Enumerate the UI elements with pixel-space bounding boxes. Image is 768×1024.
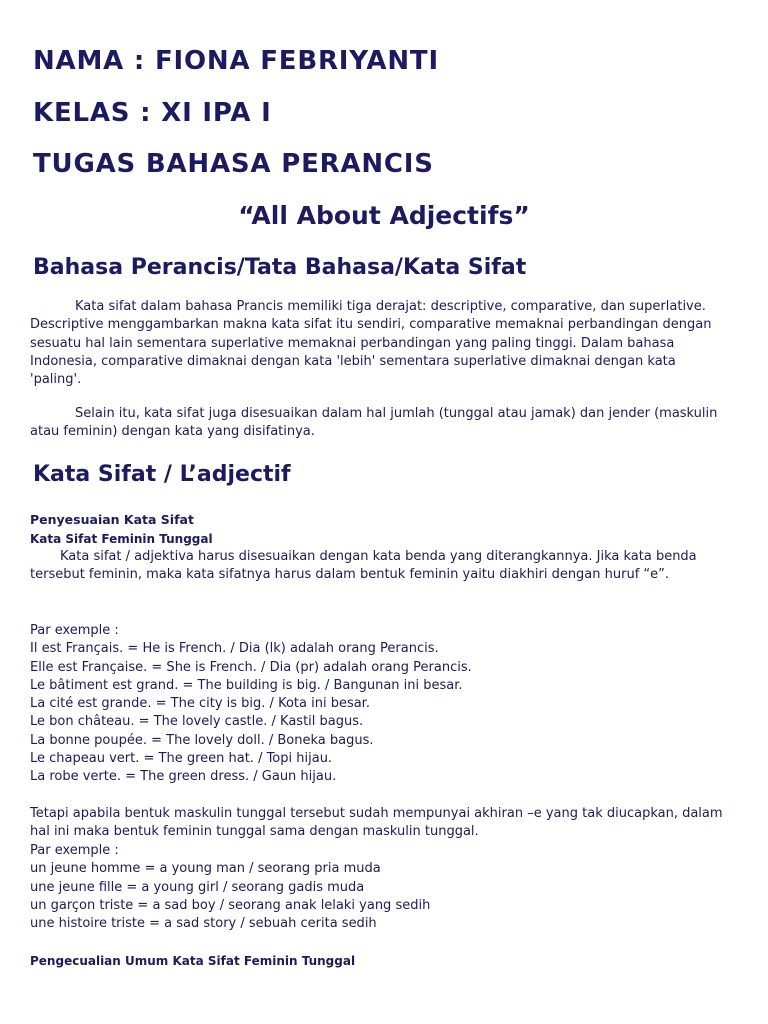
- examples-list: [30, 622, 472, 787]
- list-item: un garçon triste = a sad boy / seorang anak lelaki yang sedih: [30, 897, 431, 913]
- student-class: KELAS : XI IPA I: [33, 98, 272, 128]
- list-item: Il est Français. = He is French. / Dia (lk) adalah orang Perancis.: [30, 641, 439, 657]
- section-heading-grammar: Bahasa Perancis/Tata Bahasa/Kata Sifat: [33, 255, 527, 280]
- gender-paragraph: [30, 405, 730, 442]
- paragraph-degrees: Kata sifat dalam bahasa Prancis memiliki tiga derajat: descriptive, comparative, dan superlative. Descriptive menggambarkan makna kata sifat itu sendiri, comparative memaknai perbandingan dengan sesuatu hal lain sementara superlative memaknai perbandingan yang paling tinggi. Dalam bahasa Indonesia, comparative dimaknai dengan kata 'lebih' sementara superlative dimaknai dengan kata 'paling'.: [30, 299, 712, 388]
- silent-e-note: [30, 805, 730, 842]
- examples-list-2: [30, 842, 430, 933]
- list-item: La robe verte. = The green dress. / Gaun hijau.: [30, 769, 337, 785]
- list-item: une jeune fille = a young girl / seorang gadis muda: [30, 879, 365, 895]
- assignment-title: TUGAS BAHASA PERANCIS: [33, 149, 434, 179]
- subheading-feminine-singular: Kata Sifat Feminin Tunggal: [30, 532, 213, 546]
- paragraph-feminine-rule: Kata sifat / adjektiva harus disesuaikan dengan kata benda yang diterangkannya. Jika kata benda tersebut feminin, maka kata sifatnya harus dalam bentuk feminin yaitu diakhiri dengan huruf “e”.: [30, 549, 697, 583]
- list-item: Le bâtiment est grand. = The building is big. / Bangunan ini besar.: [30, 677, 463, 693]
- feminine-intro: [30, 548, 730, 585]
- document-title: “All About Adjectifs”: [238, 201, 530, 230]
- examples-label: Par exemple :: [30, 843, 119, 858]
- list-item: La bonne poupée. = The lovely doll. / Boneka bagus.: [30, 732, 374, 748]
- list-item: Elle est Française. = She is French. / Dia (pr) adalah orang Perancis.: [30, 659, 472, 675]
- list-item: Le chapeau vert. = The green hat. / Topi hijau.: [30, 751, 333, 767]
- list-item: Le bon château. = The lovely castle. / Kastil bagus.: [30, 714, 364, 730]
- student-name: NAMA : FIONA FEBRIYANTI: [33, 46, 439, 76]
- examples-label: Par exemple :: [30, 623, 119, 638]
- list-item: La cité est grande. = The city is big. / Kota ini besar.: [30, 696, 370, 712]
- list-item: une histoire triste = a sad story / sebuah cerita sedih: [30, 916, 377, 932]
- subheading-exceptions: Pengecualian Umum Kata Sifat Feminin Tunggal: [30, 954, 356, 968]
- paragraph-silent-e: Tetapi apabila bentuk maskulin tunggal tersebut sudah mempunyai akhiran –e yang tak diucapkan, dalam hal ini maka bentuk feminin tunggal sama dengan maskulin tunggal.: [30, 806, 723, 840]
- list-item: un jeune homme = a young man / seorang pria muda: [30, 861, 381, 877]
- section-heading-adjectif: Kata Sifat / L’adjectif: [33, 462, 291, 487]
- paragraph-gender: Selain itu, kata sifat juga disesuaikan dalam hal jumlah (tunggal atau jamak) dan jender (maskulin atau feminin) dengan kata yang disifatinya.: [30, 406, 718, 440]
- subheading-adjustment: Penyesuaian Kata Sifat: [30, 512, 194, 527]
- intro-paragraph: [30, 298, 730, 389]
